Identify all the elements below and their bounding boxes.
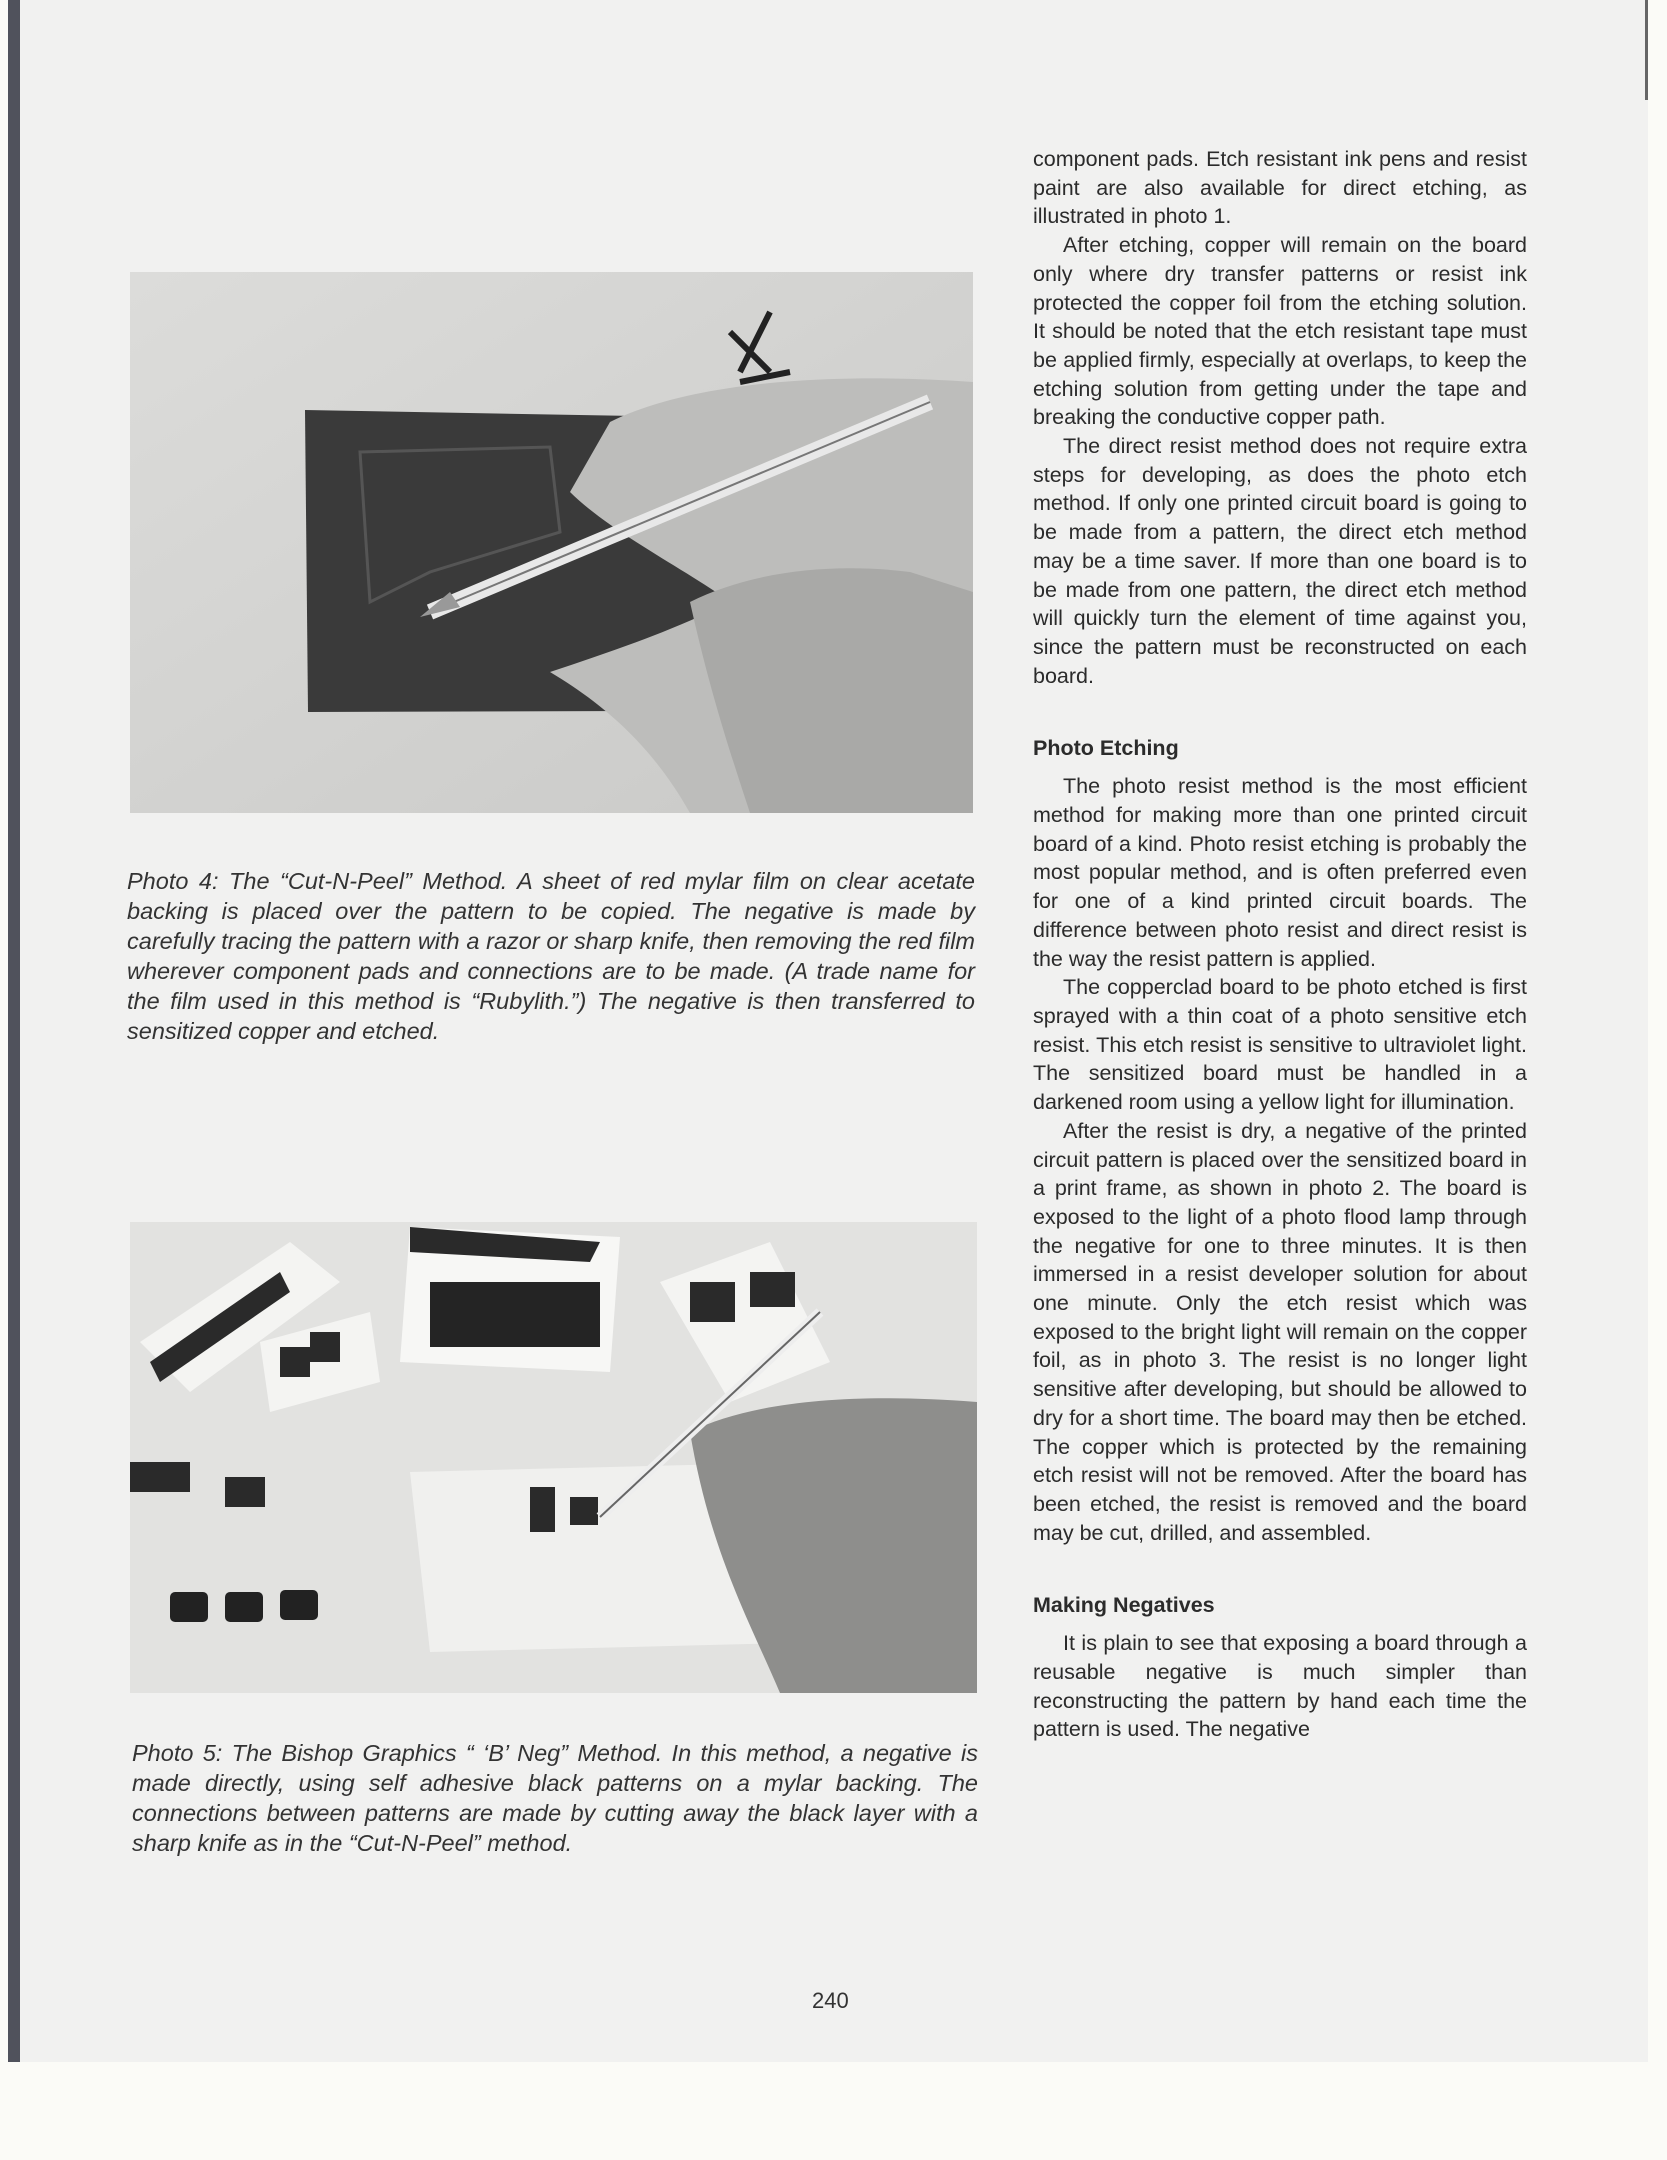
- paragraph: The copperclad board to be photo etched is first sprayed with a thin coat of a photo sensitive etch resist. This etch resist is sensitive to ultraviolet light. The sensitized board must be handled in a darkened room using a yellow light for illumination.: [1033, 975, 1527, 1115]
- page-binding-edge: [8, 0, 20, 2062]
- paragraph: It is plain to see that exposing a board through a reusable negative is much simpler than reconstructing the pattern by hand each time the pattern is used. The negative: [1033, 1631, 1527, 1742]
- text-column: [1033, 145, 1527, 1744]
- photo-5-caption: Photo 5: The Bishop Graphics “ ‘B’ Neg” Method. In this method, a negative is made directly, using self adhesive black patterns on a mylar backing. The connections between patterns are made by cutting away the black layer with a sharp knife as in the “Cut-N-Peel” method.: [132, 1740, 978, 1856]
- photo-4-cut-n-peel: [130, 272, 973, 813]
- paragraph: The direct resist method does not require extra steps for developing, as does the photo etch method. If only one printed circuit board is going to be made from a pattern, the direct etch method may be a time saver. If more than one board is to be made from one pattern, the direct etch method will quickly turn the element of time against you, since the pattern must be reconstructed on each board.: [1033, 434, 1527, 688]
- paragraph: The photo resist method is the most efficient method for making more than one printed circuit board of a kind. Photo resist etching is probably the most popular method, and is often preferred even for one of a kind printed circuit boards. The difference between photo resist and direct resist is the way the resist pattern is applied.: [1033, 774, 1527, 971]
- paragraph: After the resist is dry, a negative of the printed circuit pattern is placed over the sensitized board in a print frame, as shown in photo 2. The board is exposed to the light of a photo flood lamp through the negative for one to three minutes. It is then immersed in a resist developer solution for about one minute. Only the etch resist which was exposed to the bright light will remain on the copper foil, as in photo 3. The resist is no longer light sensitive after developing, but should be allowed to dry for a short time. The board may then be etched. The copper which is protected by the remaining etch resist will not be removed. After the board has been etched, the resist is removed and the board may be cut, drilled, and assembled.: [1033, 1118, 1527, 1545]
- paragraph: component pads. Etch resistant ink pens and resist paint are also available for direct etching, as illustrated in photo 1.: [1033, 147, 1527, 229]
- photo-4-caption: Photo 4: The “Cut-N-Peel” Method. A sheet of red mylar film on clear acetate backing is placed over the pattern to be copied. The negative is made by carefully tracing the pattern with a razor or sharp knife, then removing the red film wherever component pads and connections are to be made. (A trade name for the film used in this method is “Rubylith.”) The negative is then transferred to sensitized copper and etched.: [127, 868, 975, 1044]
- photo-5-b-neg: [130, 1222, 977, 1693]
- page-edge: [1645, 0, 1648, 100]
- section-heading-making-negatives: Making Negatives: [1033, 1593, 1215, 1618]
- section-heading-photo-etching: Photo Etching: [1033, 736, 1179, 761]
- paragraph: After etching, copper will remain on the board only where dry transfer patterns or resist ink protected the copper foil from the etching solution. It should be noted that the etch resistant tape must be applied firmly, especially at overlaps, to keep the etching solution from getting under the tape and breaking the conductive copper path.: [1033, 233, 1527, 430]
- page-number: 240: [812, 1988, 849, 2013]
